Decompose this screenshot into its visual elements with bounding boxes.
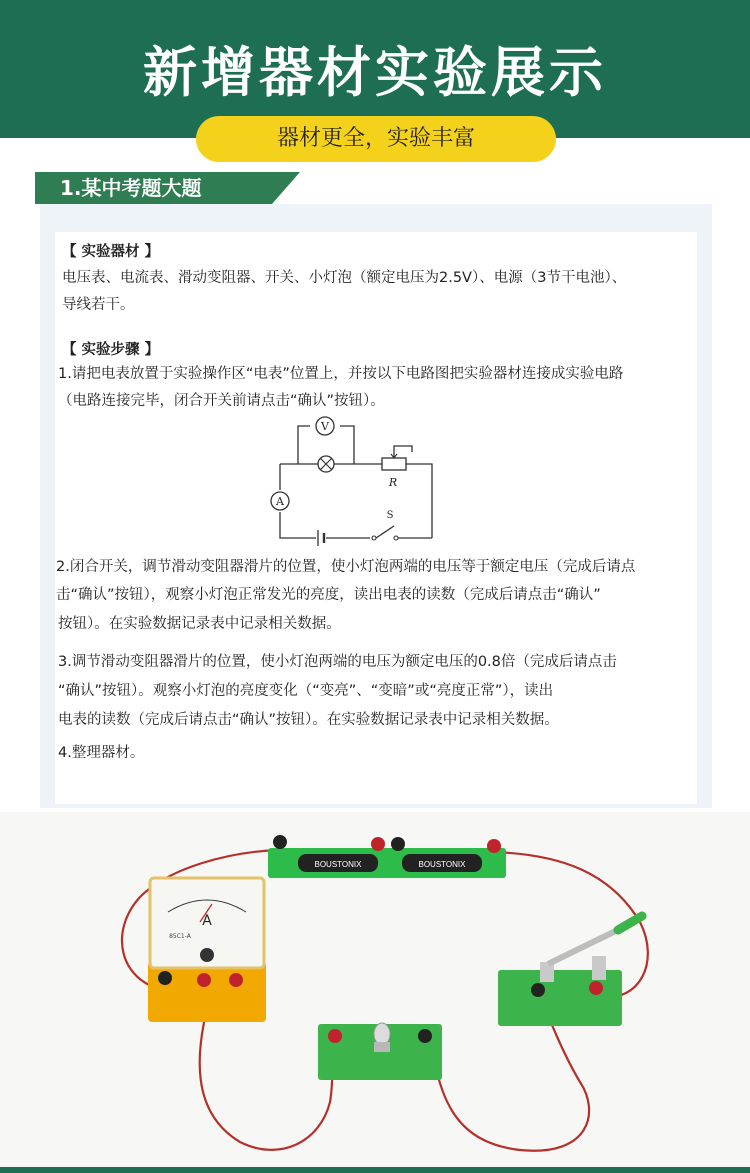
svg-text:S: S	[386, 510, 394, 521]
materials-heading: 【 实验器材 】	[62, 244, 160, 260]
svg-text:BOUSTONIX: BOUSTONIX	[314, 860, 362, 869]
rheostat-symbol	[382, 452, 406, 489]
step2-line-1: 2.闭合开关，调节滑动变阻器滑片的位置，使小灯泡两端的电压等于额定电压（完成后请点	[56, 559, 636, 575]
page-title: 新增器材实验展示	[143, 41, 607, 104]
battery-symbol	[318, 530, 324, 546]
step1-line-1: 1.请把电表放置于实验操作区“电表”位置上，并按以下电路图把实验器材连接成实验电路	[58, 366, 624, 382]
subtitle-pill: 器材更全，实验丰富	[196, 116, 556, 162]
step3-line-2: “确认”按钮）。观察小灯泡的亮度变化（“变亮”、“变暗”或“亮度正常”），读出	[58, 683, 554, 699]
lamp-board	[318, 1023, 442, 1080]
step2-line-3: 按钮）。在实验数据记录表中记录相关数据。	[58, 616, 341, 632]
ammeter-device	[148, 878, 266, 1022]
apparatus-photo	[0, 812, 750, 1173]
circuit-diagram	[262, 412, 448, 550]
step3-line-3: 电表的读数（完成后请点击“确认”按钮）。在实验数据记录表中记录相关数据。	[58, 712, 559, 728]
svg-text:85C1-A: 85C1-A	[169, 933, 191, 940]
lamp-symbol	[318, 456, 334, 472]
step2-line-2: 击“确认”按钮），观察小灯泡正常发光的亮度，读出电表的读数（完成后请点击“确认”	[56, 587, 601, 603]
svg-text:V: V	[321, 420, 329, 433]
steps-heading: 【 实验步骤 】	[62, 342, 160, 358]
voltmeter-symbol	[316, 417, 334, 435]
step1-line-2: （电路连接完毕，闭合开关前请点击“确认”按钮）。	[58, 393, 385, 409]
svg-text:BOUSTONIX: BOUSTONIX	[418, 860, 466, 869]
ammeter-symbol	[271, 492, 289, 510]
svg-text:A: A	[276, 495, 284, 508]
bottom-divider	[0, 1167, 750, 1173]
svg-text:R: R	[388, 476, 398, 489]
step4-line: 4.整理器材。	[58, 745, 145, 761]
materials-line-2: 导线若干。	[62, 297, 135, 313]
materials-line-1: 电压表、电流表、滑动变阻器、开关、小灯泡（额定电压为2.5V）、电源（3节干电池）、	[62, 270, 627, 286]
svg-text:A: A	[202, 913, 212, 929]
step3-line-1: 3.调节滑动变阻器滑片的位置，使小灯泡两端的电压为额定电压的0.8倍（完成后请点击	[58, 654, 617, 670]
switch-symbol	[372, 510, 398, 540]
section-label: 1.某中考题大题	[60, 176, 202, 200]
